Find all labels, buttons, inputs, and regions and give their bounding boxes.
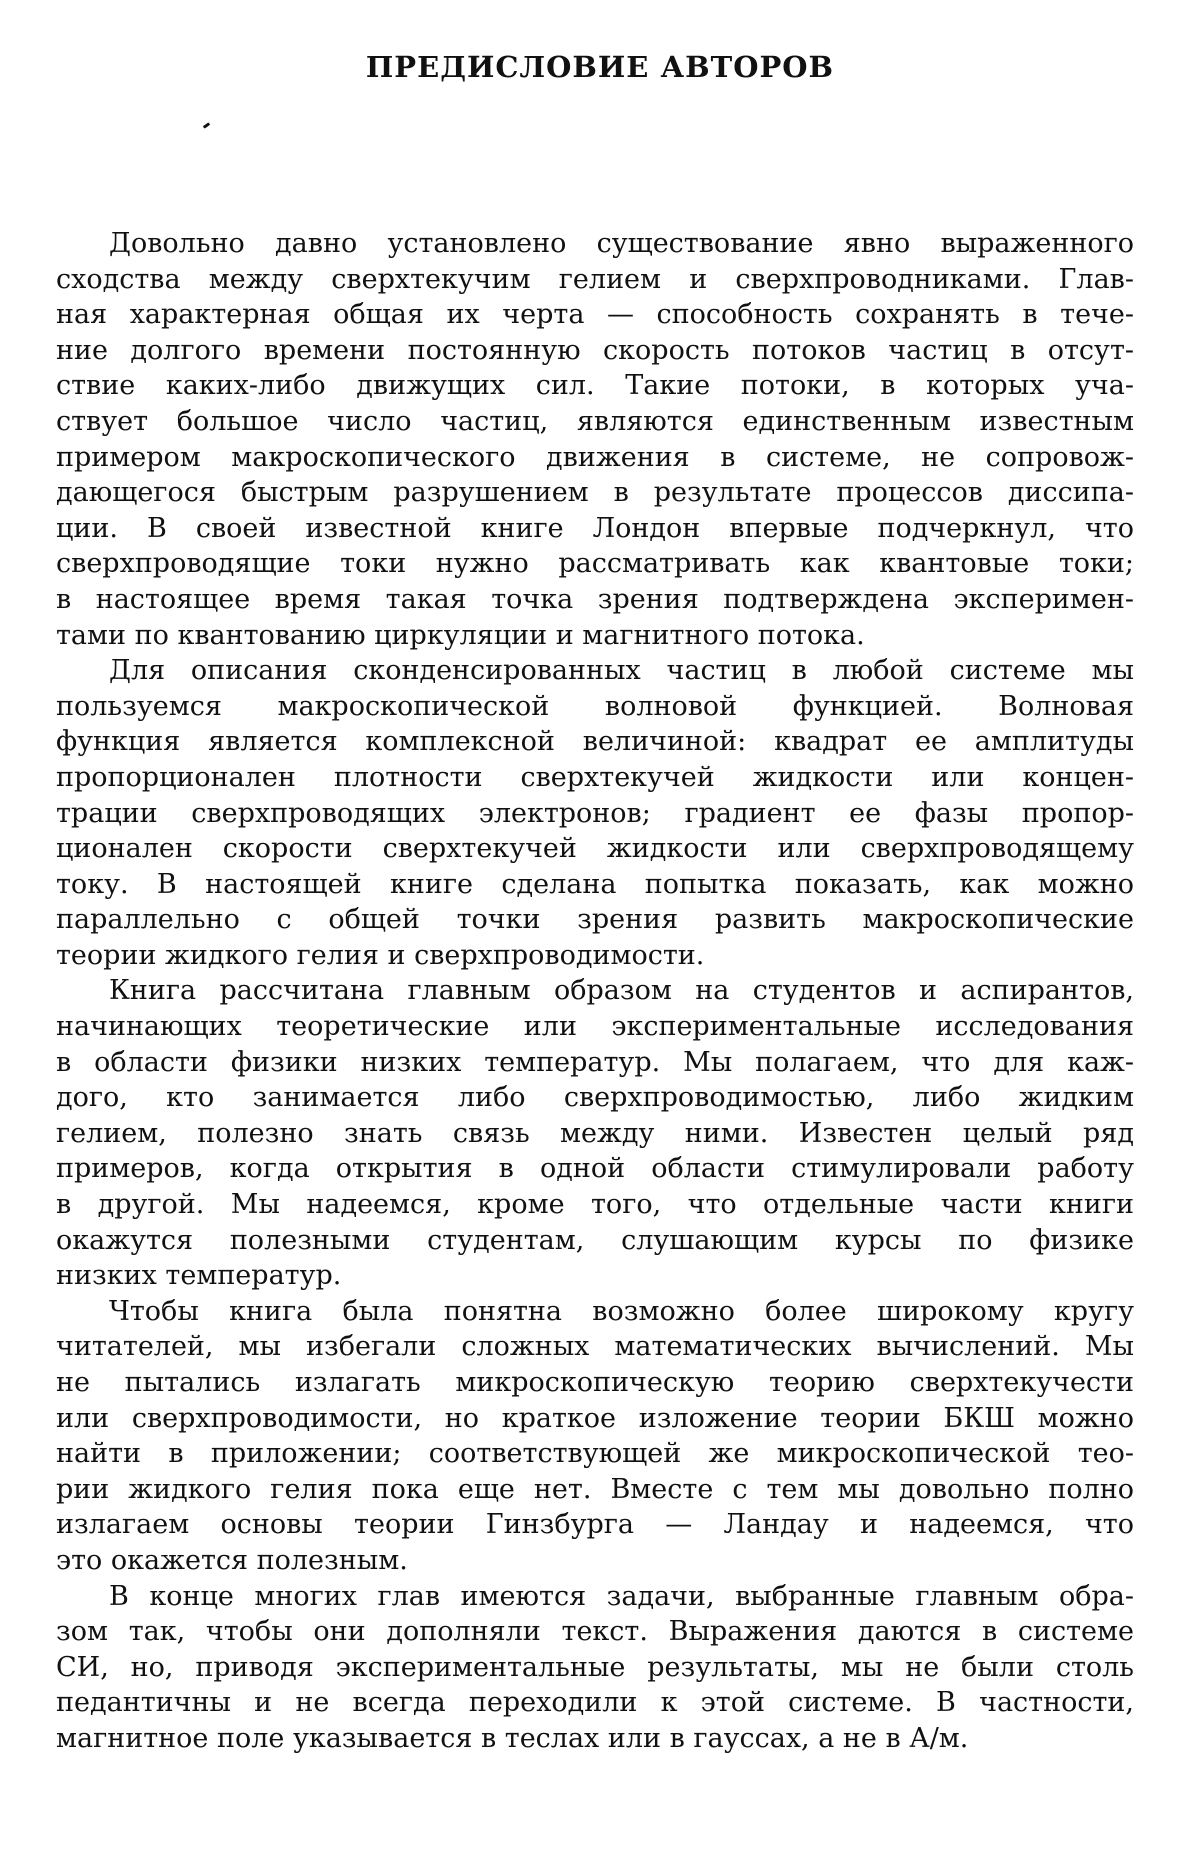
text-line: не пытались излагать микроскопическую теорию сверхтекучести: [56, 1367, 1134, 1398]
text-line: окажутся полезными студентам, слушающим курсы по физике: [56, 1224, 1134, 1256]
text-line: СИ, но, приводя экспериментальные результаты, мы не были столь: [56, 1651, 1134, 1683]
text-line: или сверхпроводимости, но краткое изложение теории БКШ можно: [56, 1402, 1134, 1434]
text-line: ционален скорости сверхтекучей жидкости или сверхпроводящему: [56, 833, 1134, 865]
text-line: функция является комплексной величиной: квадрат ее амплитуды: [56, 726, 1134, 758]
text-line: гелием, полезно знать связь между ними. Известен целый ряд: [56, 1117, 1134, 1149]
text-line: пользуемся макроскопической волновой функцией. Волновая: [56, 690, 1134, 722]
text-line: Для описания сконденсированных частиц в любой системе мы: [109, 655, 1134, 687]
text-line: низких температур.: [56, 1260, 342, 1292]
text-line: Чтобы книга была понятна возможно более широкому кругу: [109, 1295, 1134, 1327]
text-line: току. В настоящей книге сделана попытка показать, как можно: [56, 868, 1134, 900]
text-line: пропорционален плотности сверхтекучей жидкости или концен-: [56, 761, 1134, 793]
text-line: сверхпроводящие токи нужно рассматривать как квантовые токи;: [56, 548, 1134, 580]
paragraph: [56, 973, 1134, 1293]
text-line: зом так, чтобы они дополняли текст. Выражения даются в системе: [56, 1616, 1134, 1648]
paragraph: [56, 1579, 1134, 1757]
text-line: ствие каких-либо движущих сил. Такие потоки, в которых уча-: [56, 370, 1134, 402]
preface-body: [56, 226, 1134, 1757]
paragraph: [56, 226, 1134, 653]
text-line: ствует большое число частиц, являются единственным известным: [56, 405, 1134, 437]
text-line: Книга рассчитана главным образом на студентов и аспирантов,: [109, 975, 1134, 1007]
paragraph: [56, 1294, 1134, 1579]
print-speck: [203, 122, 210, 128]
paragraph: [56, 653, 1134, 973]
text-line: дающегося быстрым разрушением в результате процессов диссипа-: [56, 477, 1134, 509]
text-line: начинающих теоретические или экспериментальные исследования: [56, 1011, 1134, 1043]
text-line: рии жидкого гелия пока еще нет. Вместе с тем мы довольно полно: [56, 1473, 1134, 1505]
text-line: педантичны и не всегда переходили к этой системе. В частности,: [56, 1687, 1134, 1719]
text-line: ции. В своей известной книге Лондон впервые подчеркнул, что: [56, 512, 1134, 544]
text-line: примером макроскопического движения в системе, не сопровож-: [56, 441, 1134, 473]
text-line: в настоящее время такая точка зрения подтверждена эксперимен-: [56, 583, 1134, 615]
text-line: примеров, когда открытия в одной области стимулировали работу: [56, 1153, 1134, 1185]
text-line: излагаем основы теории Гинзбурга — Ландау и надеемся, что: [56, 1509, 1134, 1541]
text-line: дого, кто занимается либо сверхпроводимостью, либо жидким: [56, 1082, 1134, 1114]
text-line: параллельно с общей точки зрения развить макроскопические: [56, 904, 1134, 936]
text-line: найти в приложении; соответствующей же микроскопической тео-: [56, 1438, 1134, 1470]
page-title: ПРЕДИСЛОВИЕ АВТОРОВ: [365, 50, 835, 84]
text-line: в области физики низких температур. Мы полагаем, что для каж-: [56, 1046, 1134, 1078]
text-line: это окажется полезным.: [56, 1544, 408, 1576]
text-line: в другой. Мы надеемся, кроме того, что отдельные части книги: [56, 1189, 1134, 1221]
text-line: читателей, мы избегали сложных математических вычислений. Мы: [56, 1331, 1134, 1363]
text-line: тами по квантованию циркуляции и магнитного потока.: [56, 619, 865, 651]
text-line: Довольно давно установлено существование явно выраженного: [109, 228, 1134, 259]
text-line: сходства между сверхтекучим гелием и сверхпроводниками. Глав-: [56, 263, 1134, 295]
text-line: магнитное поле указывается в теслах или в гауссах, а не в А/м.: [56, 1722, 969, 1754]
text-line: трации сверхпроводящих электронов; градиент ее фазы пропор-: [56, 797, 1134, 829]
text-line: ние долгого времени постоянную скорость потоков частиц в отсут-: [56, 334, 1134, 366]
text-line: теории жидкого гелия и сверхпроводимости.: [56, 939, 705, 971]
text-line: ная характерная общая их черта — способность сохранять в тече-: [56, 299, 1134, 331]
text-line: В конце многих глав имеются задачи, выбранные главным обра-: [109, 1580, 1134, 1612]
